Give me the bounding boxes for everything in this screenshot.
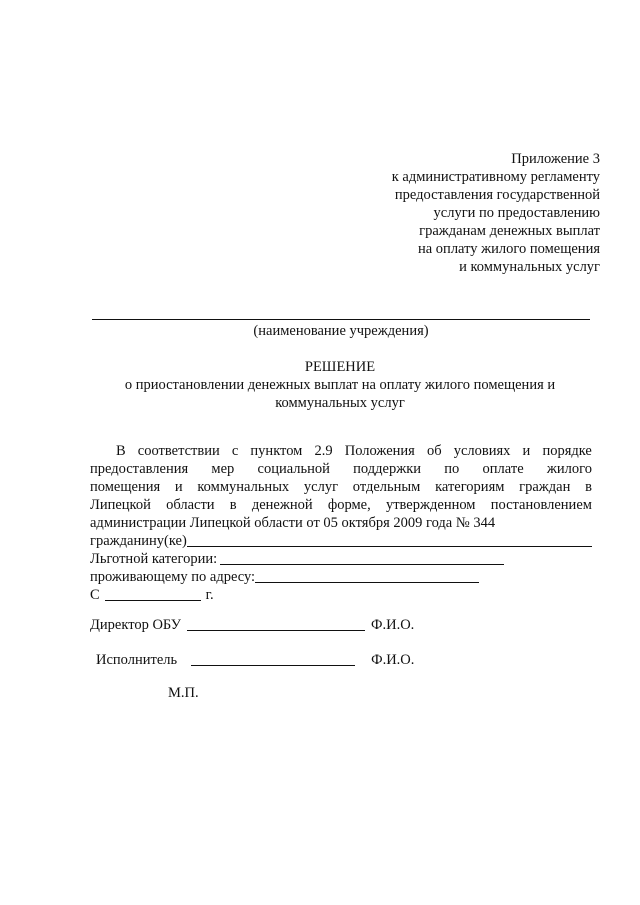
word: по (444, 461, 460, 477)
word: постановлением (490, 497, 592, 513)
citizen-field[interactable] (187, 533, 592, 547)
appendix-line: на оплату жилого помещения (417, 241, 600, 257)
word: жилого (546, 461, 592, 477)
word: денежной (251, 497, 313, 513)
word: В (116, 443, 126, 459)
word: и (174, 479, 183, 495)
director-label: Директор ОБУ (90, 617, 182, 633)
executor-label: Исполнитель (96, 652, 178, 668)
word: администрации Липецкой области от 05 октября 2009 года № 344 (90, 515, 496, 531)
executor-fio: Ф.И.О. (371, 652, 415, 668)
body-paragraph (90, 442, 592, 604)
date-row (90, 586, 592, 604)
word: отдельным (352, 479, 421, 495)
word: пунктом (250, 443, 303, 459)
word: мер (211, 461, 235, 477)
word: утвержденном (385, 497, 476, 513)
word: социальной (257, 461, 330, 477)
body-line (90, 514, 592, 532)
body-line (90, 478, 592, 496)
word: коммунальных (197, 479, 290, 495)
word: помещения (90, 479, 161, 495)
word: услуг (303, 479, 339, 495)
appendix-line: предоставления государственной (394, 187, 600, 203)
word: поддержки (353, 461, 422, 477)
year-suffix: г. (205, 587, 214, 603)
citizen-label: гражданину(ке) (90, 533, 187, 549)
organization-name-field[interactable] (92, 305, 590, 320)
word: предоставления (90, 461, 189, 477)
appendix-line: и коммунальных услуг (459, 259, 600, 275)
word: и (522, 443, 531, 459)
subtitle-line: коммунальных услуг (275, 395, 405, 411)
word: с (231, 443, 239, 459)
date-field[interactable] (105, 587, 201, 601)
category-row (90, 550, 592, 568)
word: соответствии (137, 443, 220, 459)
word: в (229, 497, 237, 513)
document-subtitle (80, 376, 600, 412)
address-label: проживающему по адресу: (90, 569, 256, 585)
document-title: РЕШЕНИЕ (304, 359, 376, 375)
body-line (90, 442, 592, 460)
appendix-line: услуги по предоставлению (433, 205, 600, 221)
word: порядке (542, 443, 592, 459)
director-fio: Ф.И.О. (371, 617, 415, 633)
body-line (90, 460, 592, 478)
category-field[interactable] (220, 551, 504, 565)
word: категориям (435, 479, 505, 495)
stamp-place: М.П. (168, 685, 199, 701)
appendix-line: к административному регламенту (391, 169, 600, 185)
appendix-header (300, 150, 600, 276)
from-label: С (90, 587, 100, 603)
executor-signature-row (96, 651, 414, 669)
executor-signature-field[interactable] (191, 652, 355, 666)
word: форме, (327, 497, 371, 513)
word: Положения (344, 443, 415, 459)
address-row (90, 568, 592, 586)
word: граждан (519, 479, 571, 495)
organization-caption: (наименование учреждения) (253, 323, 429, 339)
body-line (90, 496, 592, 514)
subtitle-line: о приостановлении денежных выплат на оплату жилого помещения и (124, 377, 556, 393)
word: в (585, 479, 592, 495)
word: области (166, 497, 215, 513)
word: 2.9 (314, 443, 333, 459)
citizen-row (90, 532, 592, 550)
word: оплате (482, 461, 524, 477)
word: об (426, 443, 442, 459)
director-signature-field[interactable] (187, 617, 365, 631)
appendix-line: Приложение 3 (511, 151, 600, 167)
category-label: Льготной категории: (90, 551, 218, 567)
address-field[interactable] (255, 569, 479, 583)
word: Липецкой (90, 497, 151, 513)
word: условиях (453, 443, 511, 459)
director-signature-row (90, 616, 414, 634)
appendix-line: гражданам денежных выплат (419, 223, 600, 239)
